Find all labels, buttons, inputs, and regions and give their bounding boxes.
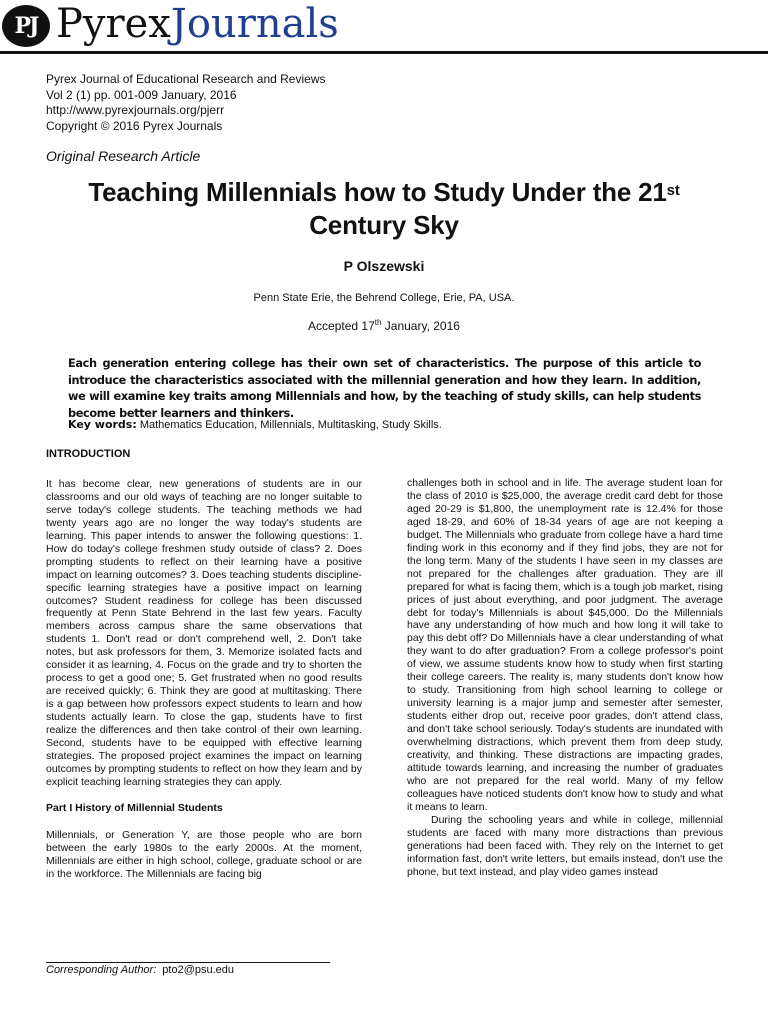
left-column [46,448,362,881]
author-email[interactable]: pto2@psu.edu [162,964,235,976]
journal-brand [56,0,339,49]
journal-header [0,0,768,50]
logo-text: PJ [14,13,38,39]
right-paragraph-2: During the schooling years and while in college, millennial students are faced with many more distractions than previous generations had been faced with. They rely on the Internet to get information fast, don't write letters, but emails instead, don't use the phone, but text instead, and play video games instead [407,813,723,878]
article-author: P Olszewski [343,258,425,274]
brand-part1: Pyrex [56,1,171,47]
journal-url[interactable]: http://www.pyrexjournals.org/pjerr [46,103,225,117]
header-divider [0,51,768,54]
part1-paragraph: Millennials, or Generation Y, are those people who are born between the early 1980s to the early 2000s. At the moment, Millennials are either in high school, college, graduate school or are in the workforce. The Millennials are facing big [46,828,362,880]
title-end: Century Sky [309,210,459,240]
journal-volume: Vol 2 (1) pp. 001-009 January, 2016 [46,87,237,102]
right-column [407,477,723,879]
accepted-date [0,318,768,333]
brand-part2: Journals [170,1,339,47]
accepted-superscript: th [374,318,382,327]
journal-logo [2,5,50,47]
introduction-heading: INTRODUCTION [46,448,131,460]
title-main: Teaching Millennials how to Study Under the 21 [88,177,667,207]
journal-copyright: Copyright © 2016 Pyrex Journals [46,118,223,133]
journal-meta [46,72,325,134]
footnote-divider [46,962,330,963]
footnote-label: Corresponding Author: [46,964,157,976]
part1-heading: Part I History of Millennial Students [46,801,223,814]
right-paragraph-1: challenges both in school and in life. The average student loan for the class of 2010 is $25,000, the average credit card debt for those aged 20-29 is $1,800, the unemployment rate is 12.4% for those aged 18-29, and 60% of 18-34 years of age are not keeping a budget. The Millennials who graduate from college have a hard time finding work in this economy and if they find jobs, they are not for the long term. Many of the students I have seen in my classes are not prepared for the challenges after graduation. They are ill prepared for what is facing them, which is a tough job market, rising prices of just about everything, and poor judgment. The average debt for today's Millennials is about $45,000. Do the Millennials have any understanding of how much and how long it will take to pay this debt off? Do Millennials have a clear understanding of what they want to do after graduation? From a college professor's point of view, we assume students know how to study when first starting their college careers. The reality is, many students don't know how to study. Transitioning from high school learning to college or university learning is a major jump and semester after semester, students either drop out, receive poor grades, don't attend class, and don't take school seriously. Today's students are inundated with overwhelming distractions, which prevent them from deep study, creativity, and thinking. These distractions are impacting grades, attitude towards learning, and increasing the number of graduates who are not prepared for the real world. Many of my fellow colleagues have noticed students don't know how to study and what it means to learn. [407,477,723,813]
introduction-paragraph: It has become clear, new generations of students are in our classrooms and our old ways of teaching are no longer suitable to serve today's college students. The teaching methods we had twenty years ago are no longer the way today's students are learning. This paper intends to answer the following questions: 1. How do today's college freshmen study outside of class? 2. Does prompting students to reflect on their learning have a positive impact on learning outcomes? 3. Does teaching students discipline-specific learning strategies have a positive impact on learning outcomes? Student readiness for college has been discussed frequently at Penn State Behrend in the last few years. Faculty members across campus share the same observations that students 1. Don't read or don't comprehend well, 2. Don't take notes, but ask professors for them, 3. Memorize isolated facts and consider it as learning, 4. Focus on the grade and try to shorten the process to get a good one; 5. Get frustrated when no good results are received quickly; 6. Think they are good at multitasking. There is a gap between how professors expect students to learn and how students actually learn. To close the gap, students have to first realize the differences and then take control of their own learning. Second, students have to be equipped with effective learning strategies. The proposed project examines the impact on learning outcomes by prompting students to reflect on how they learn and by explicit teaching learning strategies they can apply. [46,477,362,788]
title-superscript: st [666,182,680,199]
article-type: Original Research Article [46,148,201,164]
accepted-suffix: January, 2016 [381,319,460,333]
abstract: Each generation entering college has their own set of characteristics. The purpose of this article to introduce the characteristics associated with the millennial generation and how they learn. In addition, we will examine key traits among Millennials and how, by the teaching of study skills, can help students become better learners and thinkers. [68,357,701,420]
keywords [68,418,708,431]
article-title [40,176,728,242]
keywords-label: Key words: [68,418,137,431]
accepted-prefix: Accepted 17 [308,319,375,333]
author-affiliation: Penn State Erie, the Behrend College, Erie, PA, USA. [253,292,515,304]
keywords-text: Mathematics Education, Millennials, Multitasking, Study Skills. [136,419,442,431]
journal-name: Pyrex Journal of Educational Research and Reviews [46,72,326,86]
corresponding-author [46,964,234,976]
